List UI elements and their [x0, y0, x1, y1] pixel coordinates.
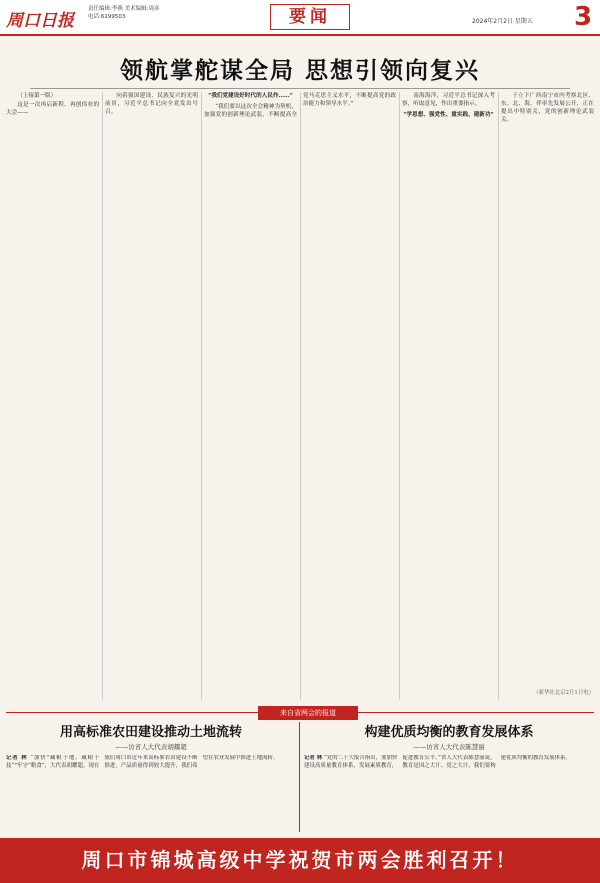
congratulation-banner: 周口市锦城高级中学祝贺市两会胜利召开！	[0, 838, 600, 883]
article-paragraph: 于立下广西南宁市内考察北区、东、北、海，伴率先发展公开，正在提出中特别关，党的创新理论武装关。	[501, 93, 594, 123]
article-paragraph: 向着强国建设、民族复兴的光明前景，习近平总书记向全党发出号召。	[105, 93, 198, 115]
page-number: 3	[573, 2, 593, 32]
interview-right-byline: 记者 林	[304, 755, 323, 761]
headline-rule	[30, 88, 570, 89]
editor-info	[88, 6, 228, 21]
article-subhead: “学思想、强党性、重实践、建新功”	[403, 112, 494, 118]
section-title: 要闻	[270, 4, 350, 30]
interview-left-body	[6, 755, 296, 831]
feature-tag: 来自省两会的报道	[258, 706, 358, 720]
article-credit: （新华社北京2月1日电）	[533, 690, 594, 696]
interview-right-subtitle: ——访省人大代表陈慧丽	[413, 743, 485, 751]
story-divider	[299, 722, 300, 832]
interview-left-byline: 记者 林	[6, 755, 28, 761]
article-paragraph: “我们要以这次全会精神为契机，加强党的创新理论武装，不断提高全党马克思主义水平，不断提高党的政治能力和领导水平。”	[204, 93, 396, 118]
editor-line: 责任编辑:李燕 美术编辑:周彦	[88, 6, 160, 12]
interview-right-title: 构建优质均衡的教育发展体系	[364, 725, 534, 740]
interview-right-body	[304, 755, 594, 831]
page-headline: 领航掌舵谋全局 思想引领向复兴	[119, 57, 480, 84]
newspaper-logo: 周口日报	[6, 11, 74, 31]
interview-left	[6, 724, 296, 832]
main-article	[6, 92, 594, 700]
interview-left-title: 用高标准农田建设推动土地流转	[59, 725, 242, 740]
article-paragraph: 南海海洋，习近平总书记深入考察，听取意见，作出重要指示。	[402, 93, 495, 107]
article-paragraph: 这是一次再启新程、再创伟业的大会——	[6, 102, 99, 116]
article-paragraph: （上接第一版）	[17, 93, 57, 99]
masthead	[0, 0, 600, 36]
article-subhead: “我们党建设好时代的人民作……”	[208, 93, 293, 99]
interview-left-text: “加快”藏粮于地、藏粮于技“”牢守“粮食”，大代表胡耀超。现在我们周口市近年来高标准农田建设不断推进，产品质量得到较大提升，我们希望在农业发展中推进土地流转。	[6, 755, 279, 769]
phone-line: 电话:6199503	[88, 13, 126, 20]
interview-right	[304, 724, 594, 832]
issue-date: 2024年2月2日 星期五	[472, 18, 533, 25]
interview-right-text: “党的二十大报告指出，要加快建设高质量教育体系，发展素质教育，促进教育公平。”省人大代表陈慧丽说，教育是国之大计、党之大计，我们要构建优质均衡的教育发展体系。	[304, 755, 571, 769]
interview-left-subtitle: ——访省人大代表胡耀超	[115, 743, 187, 751]
